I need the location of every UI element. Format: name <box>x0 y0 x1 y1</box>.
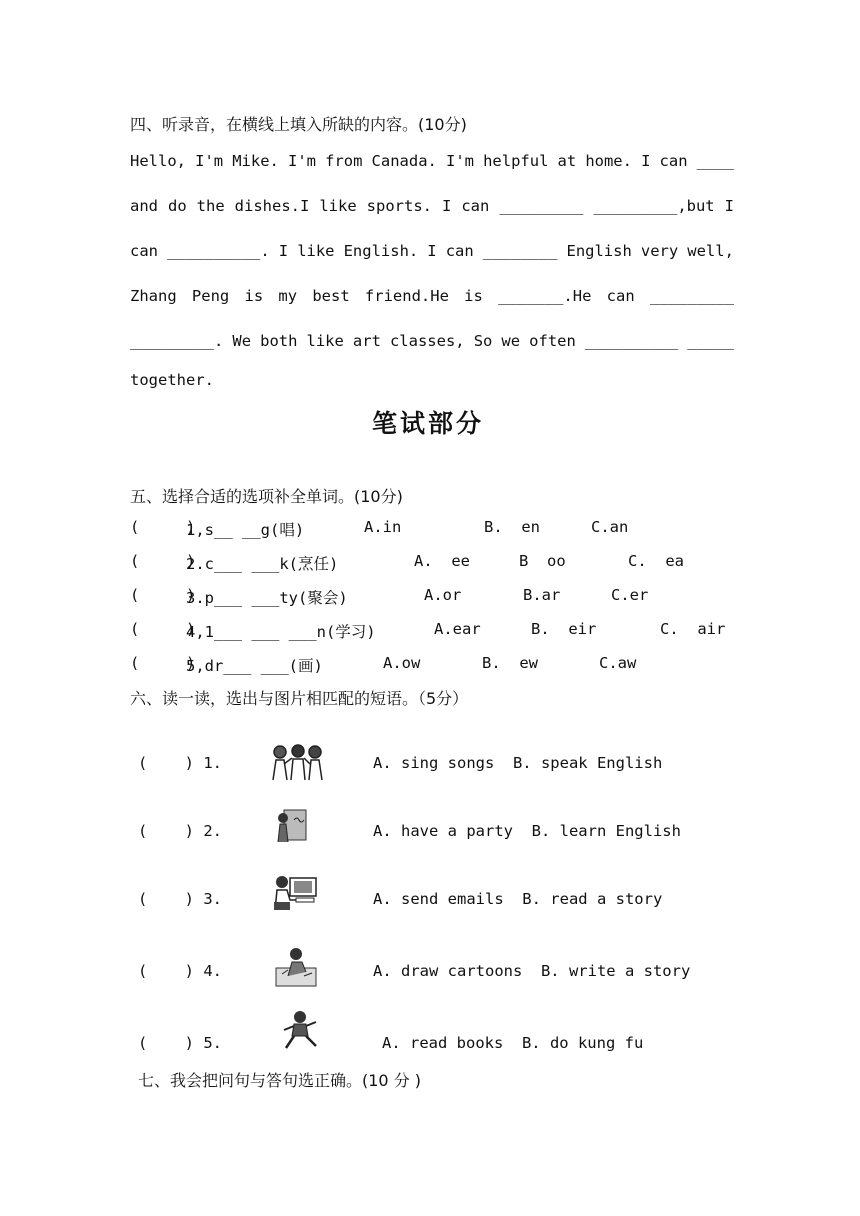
passage-line <box>130 287 734 305</box>
written-part-title: 笔试部分 <box>372 409 485 438</box>
match-number: ( ) 3. <box>138 890 222 908</box>
passage-word: from <box>325 152 363 170</box>
section-6-heading: 六、读一读，选出与图片相匹配的短语。（5分） <box>130 689 469 708</box>
passage-word: can <box>445 242 474 260</box>
passage-word: English. <box>343 242 419 260</box>
passage-word: Hello, <box>130 152 186 170</box>
passage-word: my <box>278 287 298 305</box>
girl-at-board-picture <box>274 808 308 844</box>
passage-word: can <box>659 152 688 170</box>
option-a: A.ear <box>434 620 481 638</box>
match-number: ( ) 5. <box>138 1034 222 1052</box>
match-number: ( ) 1. <box>138 754 222 772</box>
option-b: B.ar <box>523 586 561 604</box>
passage-word: home. <box>585 152 632 170</box>
section-7-heading: 七、我会把问句与答句选正确。(10 分 ) <box>138 1071 422 1090</box>
passage-word: I <box>278 242 289 260</box>
passage-word: helpful <box>483 152 549 170</box>
option-c: C.er <box>611 586 649 604</box>
passage-word: I'm <box>445 152 474 170</box>
passage-line <box>130 242 734 260</box>
passage-word: best <box>312 287 350 305</box>
passage-word: like <box>297 242 335 260</box>
passage-word: dishes.I <box>234 197 310 215</box>
passage-line <box>130 197 734 215</box>
passage-line <box>130 371 734 389</box>
option-b: B. eir <box>531 620 597 638</box>
word-question: 5,dr___ ___(画) <box>186 657 323 675</box>
passage-word: Zhang <box>130 287 177 305</box>
match-options: A. sing songs B. speak English <box>373 754 663 772</box>
passage-word: can <box>606 287 635 305</box>
passage-word: Canada. <box>371 152 437 170</box>
passage-word: _________ <box>499 197 584 215</box>
answer-blank: ( ) <box>130 518 196 536</box>
answer-blank: ( ) <box>130 552 196 570</box>
passage-word: we <box>501 332 521 350</box>
passage-word: _________,but <box>593 197 715 215</box>
passage-word: Peng <box>191 287 230 305</box>
passage-word: _________ <box>649 287 734 305</box>
option-b: B oo <box>519 552 566 570</box>
match-options: A. read books B. do kung fu <box>382 1034 644 1052</box>
passage-word: the <box>196 197 225 215</box>
passage-word: ________ <box>482 242 558 260</box>
option-a: A.or <box>424 586 462 604</box>
passage-word: ____ <box>696 152 734 170</box>
section-5-heading: 五、选择合适的选项补全单词。(10分) <box>130 487 403 506</box>
answer-blank: ( ) <box>130 620 196 638</box>
passage-word: _________. <box>130 332 224 350</box>
option-c: C. air <box>660 620 726 638</box>
passage-word: can <box>130 242 158 260</box>
word-question: 3.p___ ___ty(聚会) <box>186 589 348 607</box>
passage-word: often <box>529 332 576 350</box>
passage-word: like <box>306 332 344 350</box>
match-number: ( ) 4. <box>138 962 222 980</box>
option-a: A.ow <box>383 654 421 672</box>
option-c: C.aw <box>599 654 637 672</box>
passage-word: together. <box>130 371 214 389</box>
match-options: A. have a party B. learn English <box>373 822 681 840</box>
passage-line <box>130 332 734 350</box>
section-4-heading: 四、听录音，在横线上填入所缺的内容。(10分) <box>130 115 467 134</box>
passage-word: I <box>724 197 734 215</box>
answer-blank: ( ) <box>130 586 196 604</box>
passage-word: I <box>641 152 651 170</box>
passage-word: is <box>244 287 264 305</box>
word-question: 4,1___ ___ ___n(学习) <box>186 623 376 641</box>
passage-word: art <box>352 332 381 350</box>
word-question: 1,s__ __g(唱) <box>186 521 305 539</box>
passage-word: can <box>461 197 490 215</box>
passage-word: very <box>640 242 679 260</box>
passage-word: I'm <box>288 152 316 170</box>
passage-word: at <box>557 152 577 170</box>
passage-word: We <box>232 332 252 350</box>
passage-word: Mike. <box>232 152 279 170</box>
passage-word: English <box>566 242 632 260</box>
passage-word: both <box>260 332 298 350</box>
passage-word: I'm <box>195 152 224 170</box>
passage-word: well, <box>687 242 734 260</box>
answer-blank: ( ) <box>130 654 196 672</box>
passage-word: __________ <box>584 332 679 350</box>
word-question: 2.c___ ___k(烹任) <box>186 555 339 573</box>
passage-word: I <box>441 197 452 215</box>
option-a: A.in <box>364 518 402 536</box>
passage-word: __________. <box>167 242 270 260</box>
passage-word: is <box>464 287 483 305</box>
passage-word: friend.He <box>364 287 449 305</box>
passage-word: like <box>319 197 357 215</box>
child-drawing-picture <box>274 946 318 988</box>
passage-word: sports. <box>366 197 432 215</box>
three-kids-singing-picture <box>268 742 328 782</box>
passage-word: _____ <box>687 332 734 350</box>
option-b: B. ew <box>482 654 538 672</box>
option-a: A. ee <box>414 552 470 570</box>
passage-word: classes, <box>389 332 465 350</box>
passage-word: and <box>130 197 158 215</box>
option-b: B. en <box>484 518 540 536</box>
kung-fu-boy-picture <box>280 1010 322 1050</box>
match-number: ( ) 2. <box>138 822 222 840</box>
passage-word: I <box>427 242 437 260</box>
passage-word: do <box>168 197 187 215</box>
match-options: A. draw cartoons B. write a story <box>373 962 691 980</box>
passage-word: So <box>473 332 493 350</box>
match-options: A. send emails B. read a story <box>373 890 663 908</box>
option-c: C.an <box>591 518 629 536</box>
passage-word: _______.He <box>498 287 592 305</box>
passage-line <box>130 152 734 170</box>
child-at-computer-picture <box>272 872 320 912</box>
option-c: C. ea <box>628 552 684 570</box>
